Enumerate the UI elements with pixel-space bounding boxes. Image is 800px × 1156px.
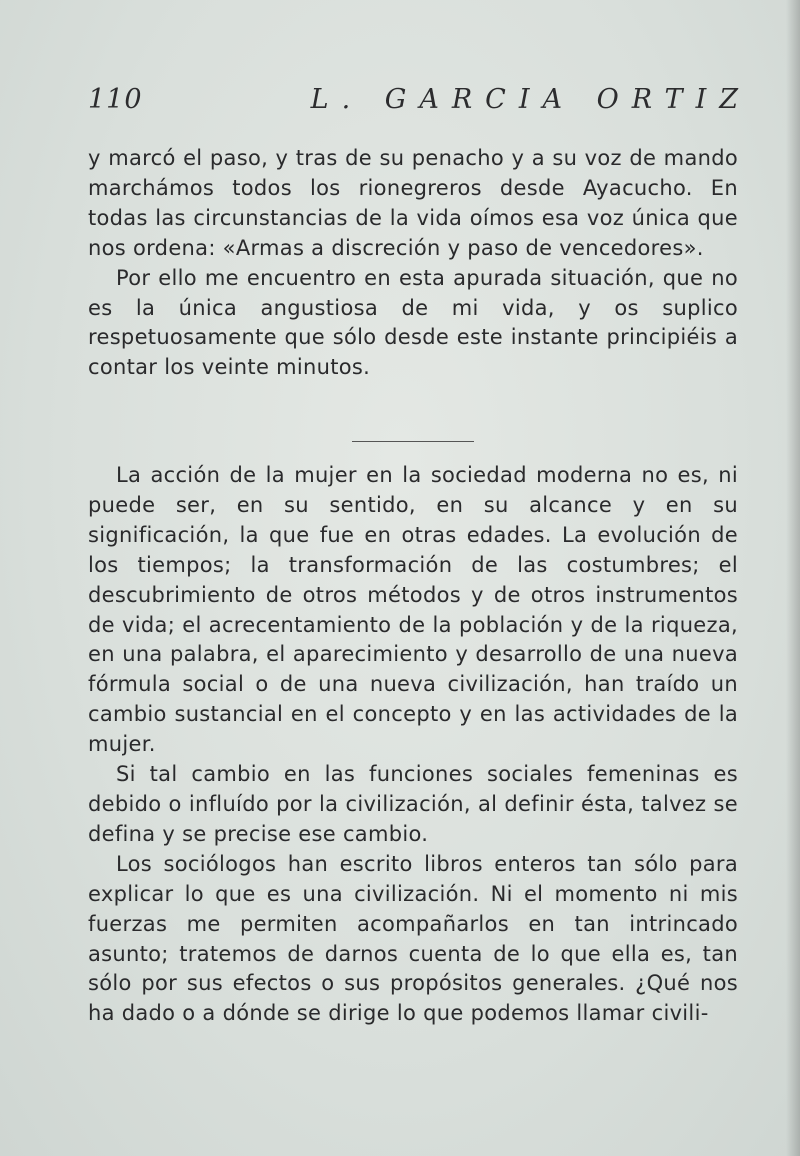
- page-header: [88, 78, 751, 122]
- paragraph: Si tal cambio en las funciones sociales femeninas es debido o influído por la civilización, al definir ésta, talvez se defina y se precise ese cambio.: [88, 762, 738, 846]
- text-block-1: [88, 144, 738, 383]
- text-block-2: [88, 461, 738, 1029]
- paragraph: La acción de la mujer en la sociedad moderna no es, ni puede ser, en su sentido, en su alcance y en su significación, la que fue en otras edades. La evolución de los tiempos; la transformación de las costumbres; el descubrimiento de otros métodos y de otros instrumentos de vida; el acrecentamiento de la población y de la riqueza, en una palabra, el aparecimiento y desarrollo de una nueva fórmula social o de una nueva civilización, han traído un cambio sustancial en el concepto y en las actividades de la mujer.: [88, 463, 738, 757]
- running-head: L. GARCIA ORTIZ: [310, 84, 751, 115]
- paragraph: Por ello me encuentro en esta apurada situación, que no es la única angustiosa de mi vida, y os suplico respetuosamente que sólo desde este instante principiéis a contar los veinte minutos.: [88, 265, 738, 380]
- paragraph: Los sociólogos han escrito libros enteros tan sólo para explicar lo que es una civilización. Ni el momento ni mis fuerzas me permiten acompañarlos en tan intrincado asunto; tratemos de darnos cuenta de lo que ella es, tan sólo por sus efectos o sus propósitos generales. ¿Qué nos ha dado o a dónde se dirige lo que podemos llamar civili-: [88, 851, 738, 1026]
- page-number: 110: [88, 84, 143, 115]
- section-divider: [352, 441, 474, 442]
- paragraph: y marcó el paso, y tras de su penacho y a su voz de mando marchámos todos los rionegreros desde Ayacucho. En todas las circunstancias de la vida oímos esa voz única que nos ordena: «Armas a discreción y paso de vencedores».: [88, 146, 738, 260]
